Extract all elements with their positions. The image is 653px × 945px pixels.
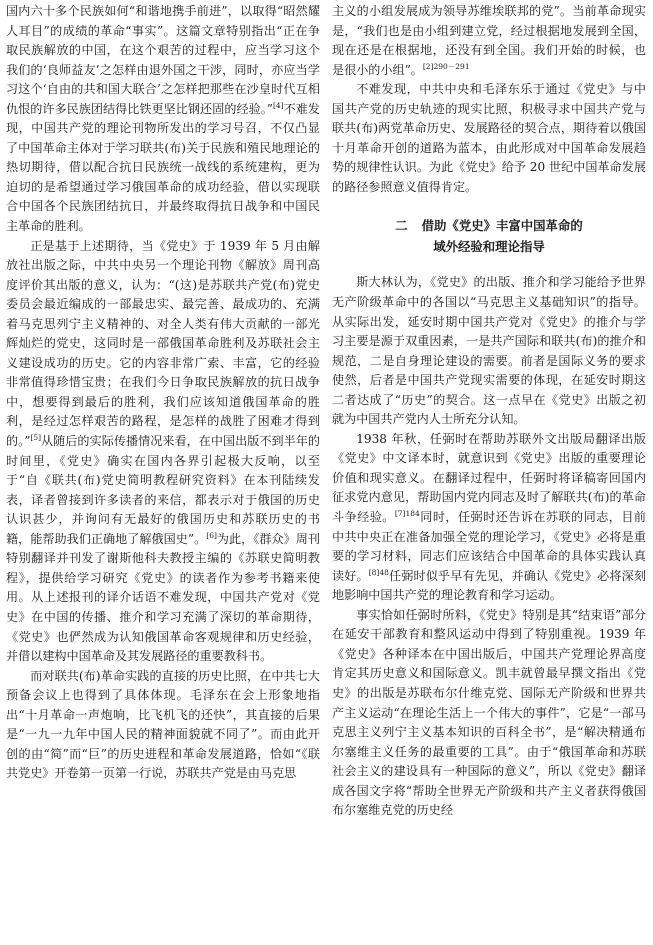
paragraph: 主义的小组发展成为领导苏维埃联邦的党”。当前革命现实是，“我们也是由小组到建立党，经过根据地发展到全国，现在还是在根据地，还没有到全国。我们开始的时候，也是很小的小组”。$^{[2]290-291}$ [332,4,646,77]
paragraph: 国内六十多个民族如何“和谐地携手前进”，以取得“昭然耀人耳目”的成绩的革命“事实”。这篇文章特别指出“正在争取民族解放的中国，在这个艰苦的过程中，应当学习这个我们的‘良师益友’之怎样由退外国之干涉，同时，亦应当学习这个‘自由的共和国大联合’之怎样把那些在沙皇时代互相仇恨的许多民族团结得比铁更坚比钢还固的经验。”[4]不难发现，中国共产党的理论刊物所发出的学习号召，不仅凸显了中国革命主体对于学习联共(布)关于民族和殖民地理论的热切期待，借以配合抗日民族统一战线的系统建构，更为迫切的是希望通过学习俄国革命的成功经验，借以实现联合中国各个民族团结抗日，并最终取得抗日战争和中国民主革命的胜利。 [6,4,320,234]
citation-marker: [7]184 [394,509,420,519]
paragraph: 不难发现，中共中央和毛泽东乐于通过《党史》与中国共产党的历史轨迹的现实比照，积极寻求中国共产党与联共(布)两党革命历史、发展路径的契合点，期待着以俄国十月革命开创的道路为蓝本，由此形成对中国革命发展趋势的规律性认识。为此《党史》给予 20 世纪中国革命发展的路径参照意义值得肯定。 [332,82,646,194]
citation-marker: [4] [272,100,284,110]
paragraph: 而对联共(布)革命实践的直接的历史比照，在中共七大预备会议上也得到了具体体现。毛泽东在会上形象地指出“十月革命一声炮响，比飞机飞的还快”，其直接的后果是“一九一九年中国人民的精神面貌就不同了”。而由此开创的由“简”而“巨”的历史进程和革命发展道路，恰如“《联共党史》开卷第一页第一行说，苏联共产党是由马克思 [6,668,320,781]
citation-marker: [8]48 [368,567,389,577]
citation-marker: [6] [206,530,217,540]
section-heading [332,215,646,257]
section-number: 二 [395,218,408,234]
paragraph: 正是基于上述期待，当《党史》于 1939 年 5 月由解放社出版之际，中共中央另一个理论刊物《解放》周刊高度评价其出版的意义，认为：“(这)是苏联共产党(布)党史委员会最近编成的一部最忠实、最完善、最成功的、充满着马克思列宁主义精神的、对全人类有伟大贡献的一部光辉灿烂的党史，这同时是一部俄国革命胜利及苏联社会主义建设成功的历史。它的内容非常广索、丰富，它的经验非常值得珍惜宝贵；在我们今日争取民族解放的抗日战争中，想要得到最后的胜利，我们应该知道俄国革命的胜利，是经过怎样艰苦的路程，是怎样的战胜了困难才得到的。”[5]从随后的实际传播情况来看，在中国出版不到半年的时间里，《党史》确实在国内各界引起极大反响，以至于“自《联共(布)党史简明教程研究资料》在本刊陆续发表，译者曾接到许多读者的来信，都表示对于俄国的历史认识甚少，并询问有无最好的俄国历史和苏联历史的书籍，能帮助我们正确地了解俄国史”。[6]为此，《群众》周刊特别翻译并刊发了谢斯他科夫教授主编的《苏联史简明教程》，提供给学习研究《党史》的读者作为参考书籍来使用。从上述报刊的译介话语不难发现，中国共产党对《党史》在中国的传播、推介和学习充满了深切的革命期待，《党史》也俨然成为认知俄国革命客观规律和历史经验，并借以建构中国革命及其发展路径的重要教科书。 [6,238,320,664]
paragraph: 1938 年秋，任弼时在帮助苏联外文出版局翻译出版《党史》中文译本时，就意识到《党史》出版的重要理论价值和现实意义。在翻译过程中，任弼时将译稿寄回国内征求党内意见，帮助国内党内同志及时了解联共(布)的革命斗争经验。$^{[7]184}$同时，任弼时还告诉在苏联的同志，目前中共中央正在准备加强全党的理论学习，《党史》必将是重要的学习材料，同志们应该结合中国革命的具体实践认真读好。$^{[8]48}$任弼时似乎早有先见，并确认《党史》必将深刻地影响中国共产党的理论教育和学习运动。 [332,431,646,603]
right-column [332,0,646,945]
section-title-line-2: 域外经验和理论指导 [433,239,545,255]
paragraph: 斯大林认为，《党史》的出版、推介和学习能给予世界无产阶级革命中的各国以“马克思主义基础知识”的指导。从实际出发，延安时期中国共产党对《党史》的推介与学习主要是源于双重因素，一是共产国际和联共(布)的推介和规范，二是自身理论建设的需要。前者是国际义务的要求使然，后者是中国共产党现实需要的体现，在延安时期这二者达成了“历史”的契合。这一点早在《党史》出版之初就为中国共产党内人士所充分认知。 [332,275,646,427]
citation-marker: [2]290－291 [422,61,470,71]
section-title-line-1: 借助《党史》丰富中国革命的 [421,218,583,234]
citation-marker: [5] [30,433,42,443]
paragraph: 事实恰如任弼时所料，《党史》特别是其“结束语”部分在延安干部教育和整风运动中得到了特别重视。1939 年《党史》各种译本在中国出版后，中国共产党理论界高度肯定其历史意义和国际意义。凯丰就曾最早撰文指出《党史》的出版是苏联布尔什维克党、国际无产阶级和世界共产主义运动“在理论生活上一个伟大的事件”，它是“一部马克思主义列宁主义基本知识的百科全书”，是“解决精通布尔塞维主义任务的最重要的工具”。由于“俄国革命和苏联社会主义的建设具有一种国际的意义”，所以《党史》翻译成各国文字将“帮助全世界无产阶级和共产主义者获得俄国布尔塞维克党的历史经 [332,607,646,818]
left-column [6,0,320,945]
